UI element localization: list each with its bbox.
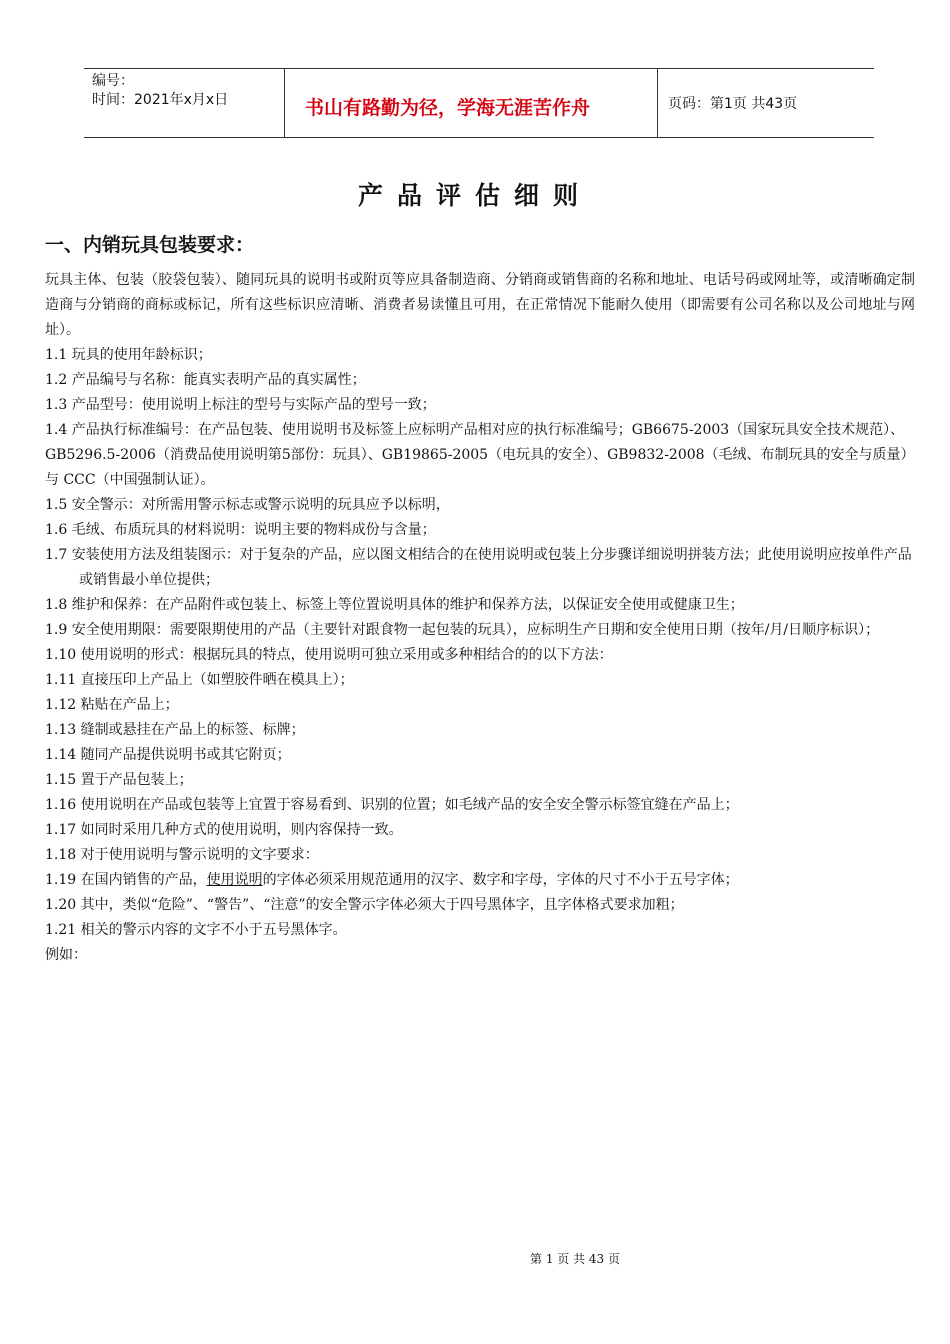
list-item: 1.15 置于产品包装上； (45, 772, 193, 788)
document-title: 产品评估细则 (357, 181, 592, 210)
list-item: 1.17 如同时采用几种方式的使用说明，则内容保持一致。 (45, 822, 403, 838)
list-item: 1.16 使用说明在产品或包装等上宜置于容易看到、识别的位置；如毛绒产品的安全安全警示标签宜缝在产品上； (45, 797, 739, 813)
list-item (45, 868, 915, 893)
list-item: 1.2 产品编号与名称：能真实表明产品的真实属性； (45, 372, 366, 388)
header-meta (92, 72, 282, 110)
footer-page-number: 第 1 页 共 43 页 (530, 1252, 620, 1266)
list-item: 1.5 安全警示：对所需用警示标志或警示说明的玩具应予以标明， (45, 497, 450, 513)
list-item: 1.11 直接压印上产品上（如塑胶件晒在模具上）； (45, 672, 354, 688)
list-item: 1.13 缝制或悬挂在产品上的标签、标牌； (45, 722, 305, 738)
page-header (84, 68, 874, 138)
list-item: 1.6 毛绒、布质玩具的材料说明：说明主要的物料成份与含量； (45, 522, 436, 538)
list-item: 1.9 安全使用期限：需要限期使用的产品（主要针对跟食物一起包装的玩具），应标明生产日期和安全使用日期（按年/月/日顺序标识）； (45, 622, 880, 638)
date-label: 时间：2021年x月x日 (92, 92, 229, 108)
item-119-before: 1.19 在国内销售的产品， (45, 872, 207, 888)
list-item: 1.10 使用说明的形式：根据玩具的特点，使用说明可独立采用或多种相结合的的以下方法： (45, 647, 613, 663)
list-item: 1.4 产品执行标准编号：在产品包装、使用说明书及标签上应标明产品相对应的执行标准编号；GB6675-2003（国家玩具安全技术规范）、GB5296.5-2006（消费品使用说明第5部份：玩具）、GB19865-2005（电玩具的安全）、GB9832-2008（毛绒、布制玩具的安全与质量） 与 CCC（中国强制认证）。 (45, 422, 915, 488)
item-119-underlined: 使用说明 (206, 872, 263, 888)
list-item: 1.21 相关的警示内容的文字不小于五号黑体字。 (45, 922, 347, 938)
header-motto-cell (284, 69, 658, 137)
list-item: 1.14 随同产品提供说明书或其它附页； (45, 747, 291, 763)
example-label: 例如： (45, 947, 87, 963)
list-item: 1.18 对于使用说明与警示说明的文字要求： (45, 847, 319, 863)
intro-paragraph: 玩具主体、包装（胶袋包装）、随同玩具的说明书或附页等应具备制造商、分销商或销售商的名称和地址、电话号码或网址等，或清晰确定制造商与分销商的商标或标记，所有这些标识应清晰、消费者易读懂且可用，在正常情况下能耐久使用（即需要有公司名称以及公司地址与网址）。 (45, 272, 915, 338)
list-item: 1.20 其中，类似“危险”、“警告”、“注意”的安全警示字体必须大于四号黑体字，且字体格式要求加粗； (45, 897, 684, 913)
header-motto: 书山有路勤为径，学海无涯苦作舟 (305, 97, 591, 119)
list-item: 1.3 产品型号：使用说明上标注的型号与实际产品的型号一致； (45, 397, 436, 413)
list-item: 1.12 粘贴在产品上； (45, 697, 179, 713)
list-item: 1.8 维护和保养：在产品附件或包装上、标签上等位置说明具体的维护和保养方法，以保证安全使用或健康卫生； (45, 597, 744, 613)
list-item: 1.7 安装使用方法及组装图示：对于复杂的产品，应以图文相结合的在使用说明或包装上分步骤详细说明拼装方法；此使用说明应按单件产品或销售最小单位提供； (45, 547, 912, 588)
document-body (45, 268, 915, 968)
header-page-label: 页码：第1页 共43页 (668, 96, 798, 112)
section-heading: 一、内销玩具包装要求： (45, 234, 255, 256)
item-119-after: 的字体必须采用规范通用的汉字、数字和字母，字体的尺寸不小于五号字体； (262, 872, 739, 888)
page-footer (0, 1250, 950, 1267)
list-item: 1.1 玩具的使用年龄标识； (45, 347, 212, 363)
code-label: 编号： (92, 73, 134, 89)
